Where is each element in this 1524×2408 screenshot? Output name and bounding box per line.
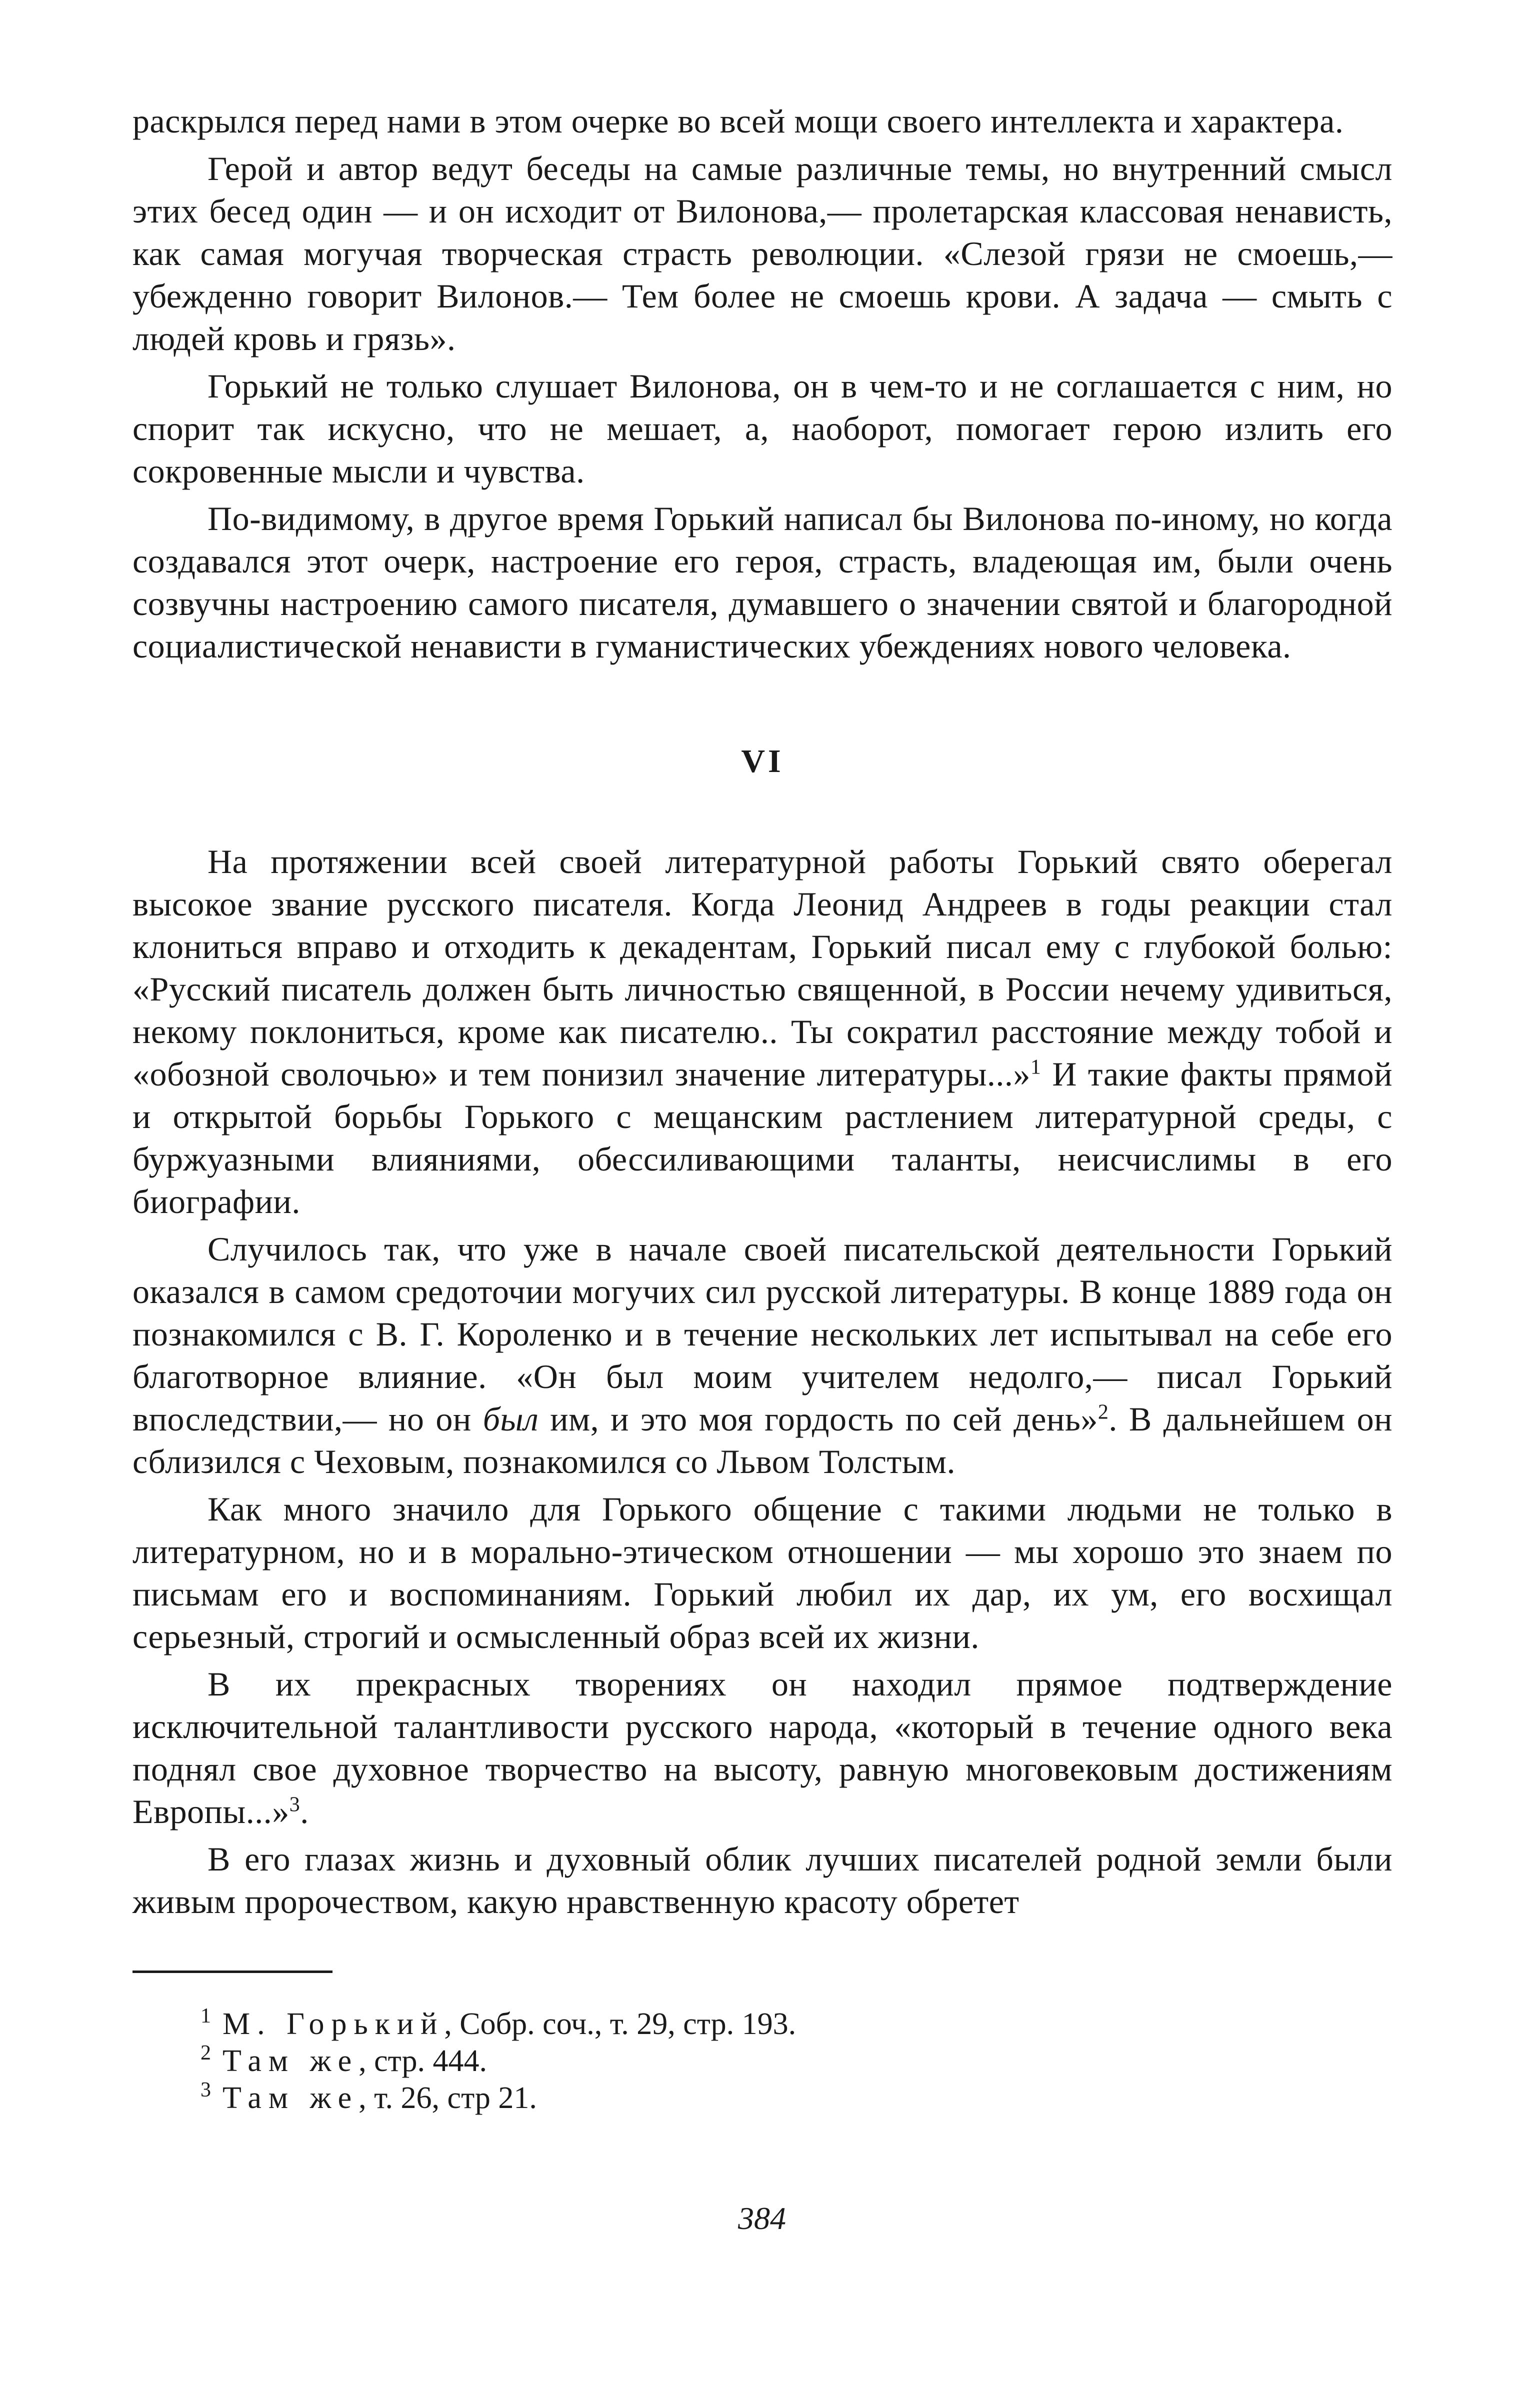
- emphasis-text: был: [482, 1400, 539, 1438]
- footnote-author: Там же: [222, 2081, 359, 2115]
- paragraph-text: На протяжении всей своей литературной работы Горький свято оберегал высокое звание русского писателя. Когда Леонид Андреев в годы реакции стал клониться вправо и отходить к декадентам, Горький писал ему с глубокой болью: «Русский писатель должен быть личностью священной, в России нечему удивиться, некому поклониться, кроме как писателю.. Ты сократил расстояние между тобой и «обозной сволочью» и тем понизил значение литературы...»: [132, 842, 1392, 1093]
- footnote-text: , т. 26, стр 21.: [358, 2081, 537, 2115]
- footnote-author: Там же: [222, 2044, 359, 2078]
- section-heading: VI: [741, 743, 784, 780]
- footnote-text: , стр. 444.: [358, 2044, 487, 2078]
- paragraph-text: Случилось так, что уже в начале своей писательской деятельности Горький оказался в самом средоточии могучих сил русской литературы. В конце 1889 года он познакомился с В. Г. Короленко и в течение нескольких лет испытывал на себе его благотворное влияние. «Он был моим учителем недолго,— писал Горький впоследствии,— но он: [132, 1230, 1392, 1438]
- paragraph-text: И такие факты прямой и открытой борьбы Горького с мещанским растлением литературной среды, с буржуазными влияниями, обессиливающими таланты, неисчислимы в его биографии.: [132, 1055, 1392, 1220]
- footnote-mark: 1: [200, 2004, 211, 2028]
- footnote-author: М. Горький: [222, 2007, 444, 2041]
- paragraph: [132, 840, 1392, 1223]
- paragraph: [132, 1663, 1392, 1833]
- page-number: 384: [738, 2200, 786, 2236]
- footnote: [200, 2078, 1392, 2116]
- footnote-text: , Собр. соч., т. 29, стр. 193.: [444, 2007, 796, 2041]
- paragraph: Горький не только слушает Вилонова, он в чем-то и не соглашается с ним, но спорит так искусно, что не мешает, а, наоборот, помогает герою излить его сокровенные мысли и чувства.: [132, 367, 1392, 490]
- paragraph: Как много значило для Горького общение с такими людьми не только в литературном, но и в морально-этическом отношении — мы хорошо это знаем по письмам его и воспоминаниям. Горький любил их дар, их ум, его восхищал серьезный, строгий и осмысленный образ всей их жизни.: [132, 1490, 1392, 1656]
- footnote-mark: 3: [200, 2078, 211, 2102]
- footnotes: [132, 2006, 1392, 2116]
- paragraph: раскрылся перед нами в этом очерке во всей мощи своего интеллекта и характера.: [132, 102, 1344, 140]
- page-content: [132, 100, 1392, 2116]
- paragraph-text: им, и это моя гордость по сей день»: [538, 1400, 1098, 1438]
- paragraph-text: . В дальнейшем он сблизился с Чеховым, познакомился со Львом Толстым.: [132, 1400, 1392, 1480]
- footnote: [200, 2004, 1392, 2042]
- footnote-reference: 1: [1030, 1056, 1042, 1079]
- paragraph: По-видимому, в другое время Горький написал бы Вилонова по-иному, но когда создавался этот очерк, настроение его героя, страсть, владеющая им, были очень созвучны настроению самого писателя, думавшего о значении святой и благородной социалистической ненависти в гуманистических убеждениях нового человека.: [132, 500, 1392, 665]
- footnote: [200, 2042, 1392, 2080]
- paragraph: Герой и автор ведут беседы на самые различные темы, но внутренний смысл этих бесед один — и он исходит от Вилонова,— пролетарская классовая ненависть, как самая могучая творческая страсть революции. «Слезой грязи не смоешь,— убежденно говорит Вилонов.— Тем более не смоешь крови. А задача — смыть с людей кровь и грязь».: [132, 150, 1392, 358]
- paragraph-text: .: [300, 1792, 309, 1830]
- paragraph-text: В их прекрасных творениях он находил прямое подтверждение исключительной талантливости русского народа, «который в течение одного века поднял свое духовное творчество на высоту, равную многовековым достижениям Европы...»: [132, 1665, 1392, 1830]
- footnote-reference: 2: [1098, 1400, 1109, 1424]
- footnote-reference: 3: [289, 1793, 300, 1816]
- footnote-mark: 2: [200, 2042, 211, 2064]
- paragraph: [132, 1228, 1392, 1483]
- footnote-divider: [132, 1970, 332, 1973]
- paragraph: В его глазах жизнь и духовный облик лучших писателей родной земли были живым пророчеством, какую нравственную красоту обретет: [132, 1840, 1392, 1920]
